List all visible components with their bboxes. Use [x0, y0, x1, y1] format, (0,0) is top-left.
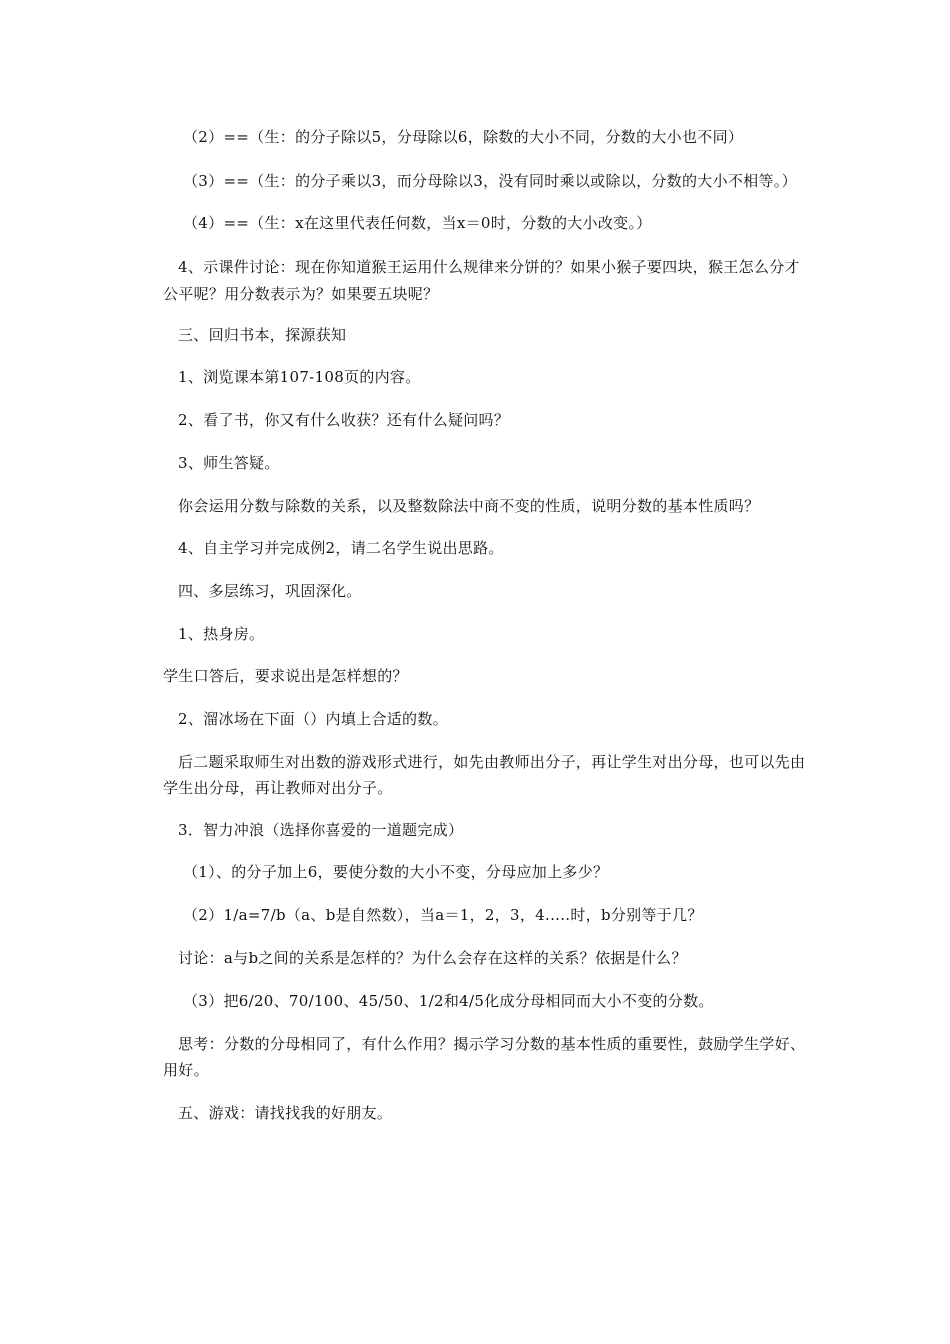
section-heading: 三、回归书本，探源获知	[178, 326, 347, 344]
text-line: （3）把6/20、70/100、45/50、1/2和4/5化成分母相同而大小不变的分数。	[183, 992, 714, 1010]
text-line: 思考：分数的分母相同了，有什么作用？揭示学习分数的基本性质的重要性，鼓励学生学好、	[178, 1035, 806, 1053]
text-line: （4）==（生：x在这里代表任何数，当x＝0时，分数的大小改变。）	[183, 214, 652, 232]
text-line: （1）、的分子加上6，要使分数的大小不变，分母应加上多少？	[183, 863, 609, 881]
text-line: 公平呢？用分数表示为？如果要五块呢？	[163, 285, 439, 303]
text-line: 1、浏览课本第107-108页的内容。	[178, 368, 421, 386]
text-line: 1、热身房。	[178, 625, 265, 643]
text-line: 4、示课件讨论：现在你知道猴王运用什么规律来分饼的？如果小猴子要四块，猴王怎么分才	[178, 258, 800, 276]
text-line: 4、自主学习并完成例2，请二名学生说出思路。	[178, 539, 504, 557]
text-line: 讨论：a与b之间的关系是怎样的？为什么会存在这样的关系？依据是什么？	[178, 949, 687, 967]
text-line: （2）==（生：的分子除以5，分母除以6，除数的大小不同，分数的大小也不同）	[183, 128, 744, 146]
text-line: 你会运用分数与除数的关系，以及整数除法中商不变的性质，说明分数的基本性质吗？	[178, 497, 760, 515]
section-heading: 四、多层练习，巩固深化。	[178, 582, 362, 600]
text-line: 3．智力冲浪（选择你喜爱的一道题完成）	[178, 821, 464, 839]
text-line: （2）1/a=7/b（a、b是自然数），当a＝1，2，3，4.....时，b分别等于几？	[183, 906, 703, 924]
text-line: 2、看了书，你又有什么收获？还有什么疑问吗？	[178, 411, 510, 429]
text-line: 学生口答后，要求说出是怎样想的？	[163, 667, 408, 685]
text-line: 3、师生答疑。	[178, 454, 280, 472]
text-line: （3）==（生：的分子乘以3，而分母除以3，没有同时乘以或除以，分数的大小不相等。）	[183, 172, 797, 190]
text-line: 学生出分母，再让教师对出分子。	[163, 779, 393, 797]
text-line: 后二题采取师生对出数的游戏形式进行，如先由教师出分子，再让学生对出分母，也可以先由	[178, 753, 806, 771]
text-line: 2、溜冰场在下面（）内填上合适的数。	[178, 710, 448, 728]
text-line: 用好。	[163, 1061, 209, 1079]
section-heading: 五、游戏：请找找我的好朋友。	[178, 1104, 393, 1122]
